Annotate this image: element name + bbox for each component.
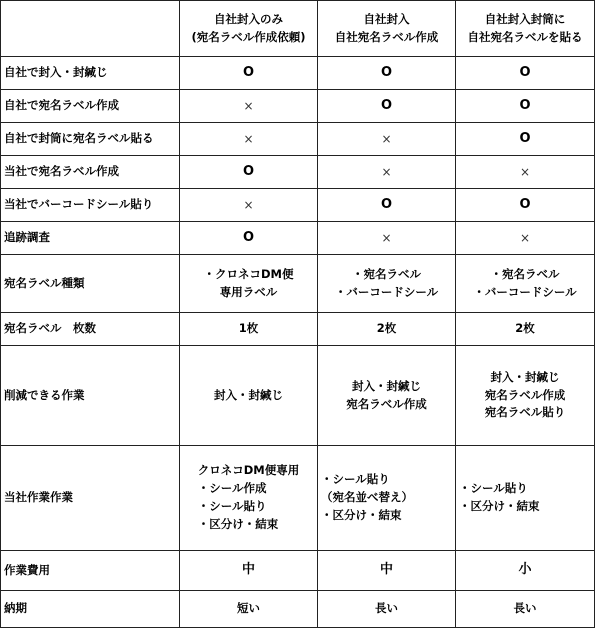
row-label: 当社作業作業 (1, 446, 180, 551)
mark-cell: O (456, 90, 595, 123)
header-line: 自社封入 (363, 11, 410, 26)
row-label: 追跡調査 (1, 222, 180, 255)
cell-line: 宛名ラベル貼り (484, 405, 566, 420)
mark-cell: × (456, 156, 595, 189)
reducible-cell (318, 346, 456, 446)
table-row (1, 156, 595, 189)
mark-cell: O (456, 57, 595, 90)
table-row (1, 591, 595, 628)
header-line: 自社宛名ラベルを貼る (467, 29, 583, 44)
table-row (1, 90, 595, 123)
table-row (1, 551, 595, 591)
reducible-cell (456, 346, 595, 446)
cell-line: ・シール作成 (197, 481, 267, 496)
cell-line: ・宛名ラベル (490, 266, 560, 281)
table-row (1, 313, 595, 346)
mark-cell: × (318, 222, 456, 255)
mark-cell: O (180, 222, 318, 255)
row-label: 自社で封入・封緘じ (1, 57, 180, 90)
label-type-cell (318, 255, 456, 313)
mark-cell: × (180, 123, 318, 156)
our-work-cell (318, 446, 456, 551)
cell-line: ・シール貼り (459, 481, 528, 496)
header-corner (1, 1, 180, 57)
delivery-cell: 長い (456, 591, 595, 628)
cell-line: （宛名並べ替え） (321, 490, 413, 505)
row-label: 削減できる作業 (1, 346, 180, 446)
cell-line: ・バーコードシール (334, 284, 439, 299)
mark-cell: O (318, 90, 456, 123)
header-self-seal-label (318, 1, 456, 57)
work-list (198, 462, 300, 533)
mark-cell: × (180, 189, 318, 222)
our-work-cell (180, 446, 318, 551)
table-row (1, 222, 595, 255)
row-label: 作業費用 (1, 551, 180, 591)
row-label: 当社でバーコードシール貼り (1, 189, 180, 222)
row-label: 納期 (1, 591, 180, 628)
label-count-cell: 2枚 (456, 313, 595, 346)
label-type-cell (180, 255, 318, 313)
cell-line: 封入・封緘じ (352, 378, 421, 393)
table-row (1, 346, 595, 446)
header-row (1, 1, 595, 57)
cell-line: ・シール貼り (197, 499, 267, 513)
header-self-seal-only (180, 1, 318, 57)
mark-cell: O (318, 57, 456, 90)
mark-cell: O (456, 189, 595, 222)
delivery-cell: 長い (318, 591, 456, 628)
label-count-cell: 1枚 (180, 313, 318, 346)
mark-cell: × (456, 222, 595, 255)
mark-cell: × (180, 90, 318, 123)
mark-cell: O (318, 189, 456, 222)
row-label: 当社で宛名ラベル作成 (1, 156, 180, 189)
cell-line: 宛名ラベル作成 (484, 387, 566, 402)
cell-line: ・区分け・結束 (459, 499, 540, 513)
row-label: 宛名ラベル 枚数 (1, 313, 180, 346)
header-self-attach (456, 1, 595, 57)
cell-line: ・区分け・結束 (197, 516, 279, 531)
header-line: 自社封入のみ (214, 11, 283, 26)
reducible-cell (180, 346, 318, 446)
table-row (1, 189, 595, 222)
table-row (1, 57, 595, 90)
cell-line: 専用ラベル (219, 284, 278, 299)
our-work-cell (456, 446, 595, 551)
work-list (459, 480, 540, 516)
header-line: 自社封入封筒に (484, 11, 566, 26)
cell-line: 封入・封緘じ (214, 387, 283, 402)
mark-cell: O (180, 156, 318, 189)
header-line: (宛名ラベル作成依頼) (191, 29, 306, 44)
table-row (1, 255, 595, 313)
label-type-cell (456, 255, 595, 313)
row-label: 自社で宛名ラベル作成 (1, 90, 180, 123)
cell-line: ・区分け・結束 (321, 507, 402, 522)
work-list (321, 471, 413, 524)
cell-line: ・シール貼り (321, 472, 390, 487)
mark-cell: × (318, 123, 456, 156)
delivery-cell: 短い (180, 591, 318, 628)
cost-cell: 中 (180, 551, 318, 591)
table-row (1, 446, 595, 551)
mark-cell: O (180, 57, 318, 90)
cell-line: ・クロネコDM便 (203, 266, 294, 281)
cell-line: 封入・封緘じ (490, 369, 560, 384)
cell-line: ・宛名ラベル (352, 266, 421, 281)
cost-cell: 小 (456, 551, 595, 591)
header-line: 自社宛名ラベル作成 (334, 29, 439, 44)
cell-line: ・バーコードシール (473, 284, 577, 299)
row-label: 宛名ラベル種類 (1, 255, 180, 313)
cost-cell: 中 (318, 551, 456, 591)
mark-cell: O (456, 123, 595, 156)
label-count-cell: 2枚 (318, 313, 456, 346)
mark-cell: × (318, 156, 456, 189)
row-label: 自社で封筒に宛名ラベル貼る (1, 123, 180, 156)
cell-line: 宛名ラベル作成 (346, 396, 427, 411)
table-row (1, 123, 595, 156)
cell-line: クロネコDM便専用 (197, 463, 300, 478)
